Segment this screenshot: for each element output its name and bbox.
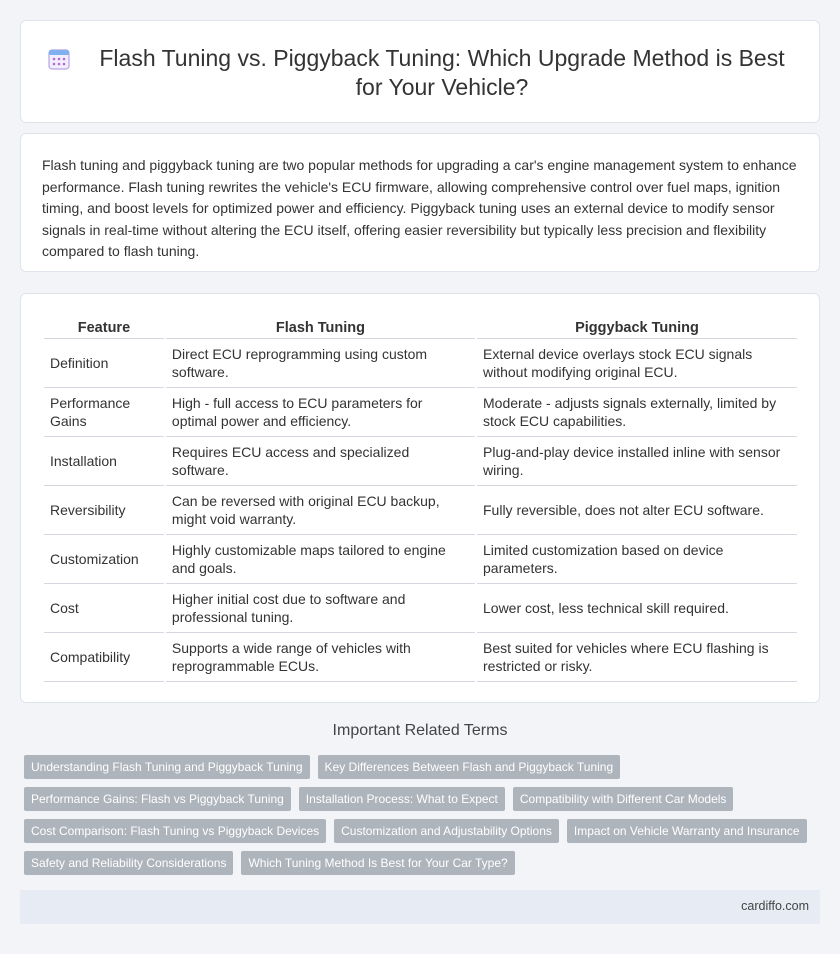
header-piggyback-tuning: Piggyback Tuning [477,315,797,339]
footer-site[interactable]: cardiffo.com [741,899,809,913]
intro-card [20,133,820,272]
related-terms-list [24,755,824,883]
row-feature: Definition [44,339,164,388]
related-term-tag[interactable]: Compatibility with Different Car Models [513,787,734,811]
header-flash-tuning: Flash Tuning [166,315,475,339]
table-header-row [44,315,797,339]
row-feature: Cost [44,584,164,633]
row-flash: Can be reversed with original ECU backup, might void warranty. [166,486,475,535]
comparison-table [42,315,799,682]
related-term-tag[interactable]: Safety and Reliability Considerations [24,851,233,875]
related-term-tag[interactable]: Which Tuning Method Is Best for Your Car Type? [241,851,514,875]
related-term-tag[interactable]: Cost Comparison: Flash Tuning vs Piggyback Devices [24,819,326,843]
related-term-tag[interactable]: Performance Gains: Flash vs Piggyback Tuning [24,787,291,811]
row-piggyback: Moderate - adjusts signals externally, limited by stock ECU capabilities. [477,388,797,437]
row-feature: Compatibility [44,633,164,682]
footer [20,890,820,924]
row-piggyback: Limited customization based on device parameters. [477,535,797,584]
intro-paragraph: Flash tuning and piggyback tuning are two popular methods for upgrading a car's engine management system to enhance performance. Flash tuning rewrites the vehicle's ECU firmware, allowing comprehensive control over fuel maps, ignition timing, and boost levels for optimized power and efficiency. Piggyback tuning uses an external device to modify sensor signals in real-time without altering the ECU itself, offering easier reversibility but typically less precision and flexibility compared to flash tuning. [42,157,797,259]
related-term-tag[interactable]: Understanding Flash Tuning and Piggyback Tuning [24,755,310,779]
comparison-table-card [20,293,820,703]
row-piggyback: Best suited for vehicles where ECU flashing is restricted or risky. [477,633,797,682]
row-piggyback: Plug-and-play device installed inline with sensor wiring. [477,437,797,486]
row-piggyback: External device overlays stock ECU signals without modifying original ECU. [477,339,797,388]
row-flash: High - full access to ECU parameters for optimal power and efficiency. [166,388,475,437]
row-feature: Reversibility [44,486,164,535]
related-term-tag[interactable]: Key Differences Between Flash and Piggyback Tuning [318,755,621,779]
row-flash: Highly customizable maps tailored to engine and goals. [166,535,475,584]
table-row [44,388,797,437]
related-term-tag[interactable]: Installation Process: What to Expect [299,787,505,811]
row-piggyback: Fully reversible, does not alter ECU software. [477,486,797,535]
row-feature: Customization [44,535,164,584]
related-term-tag[interactable]: Customization and Adjustability Options [334,819,559,843]
row-piggyback: Lower cost, less technical skill required. [477,584,797,633]
title-card [20,20,820,123]
row-flash: Higher initial cost due to software and professional tuning. [166,584,475,633]
table-row [44,486,797,535]
table-row [44,584,797,633]
table-row [44,535,797,584]
related-terms-heading: Important Related Terms [332,722,508,739]
table-row [44,437,797,486]
table-row [44,339,797,388]
row-feature: Installation [44,437,164,486]
table-row [44,633,797,682]
related-term-tag[interactable]: Impact on Vehicle Warranty and Insurance [567,819,807,843]
row-flash: Direct ECU reprogramming using custom software. [166,339,475,388]
row-flash: Requires ECU access and specialized software. [166,437,475,486]
page-title: Flash Tuning vs. Piggyback Tuning: Which Upgrade Method is Best for Your Vehicle? [99,45,785,100]
row-flash: Supports a wide range of vehicles with reprogrammable ECUs. [166,633,475,682]
row-feature: Performance Gains [44,388,164,437]
header-feature: Feature [44,315,164,339]
